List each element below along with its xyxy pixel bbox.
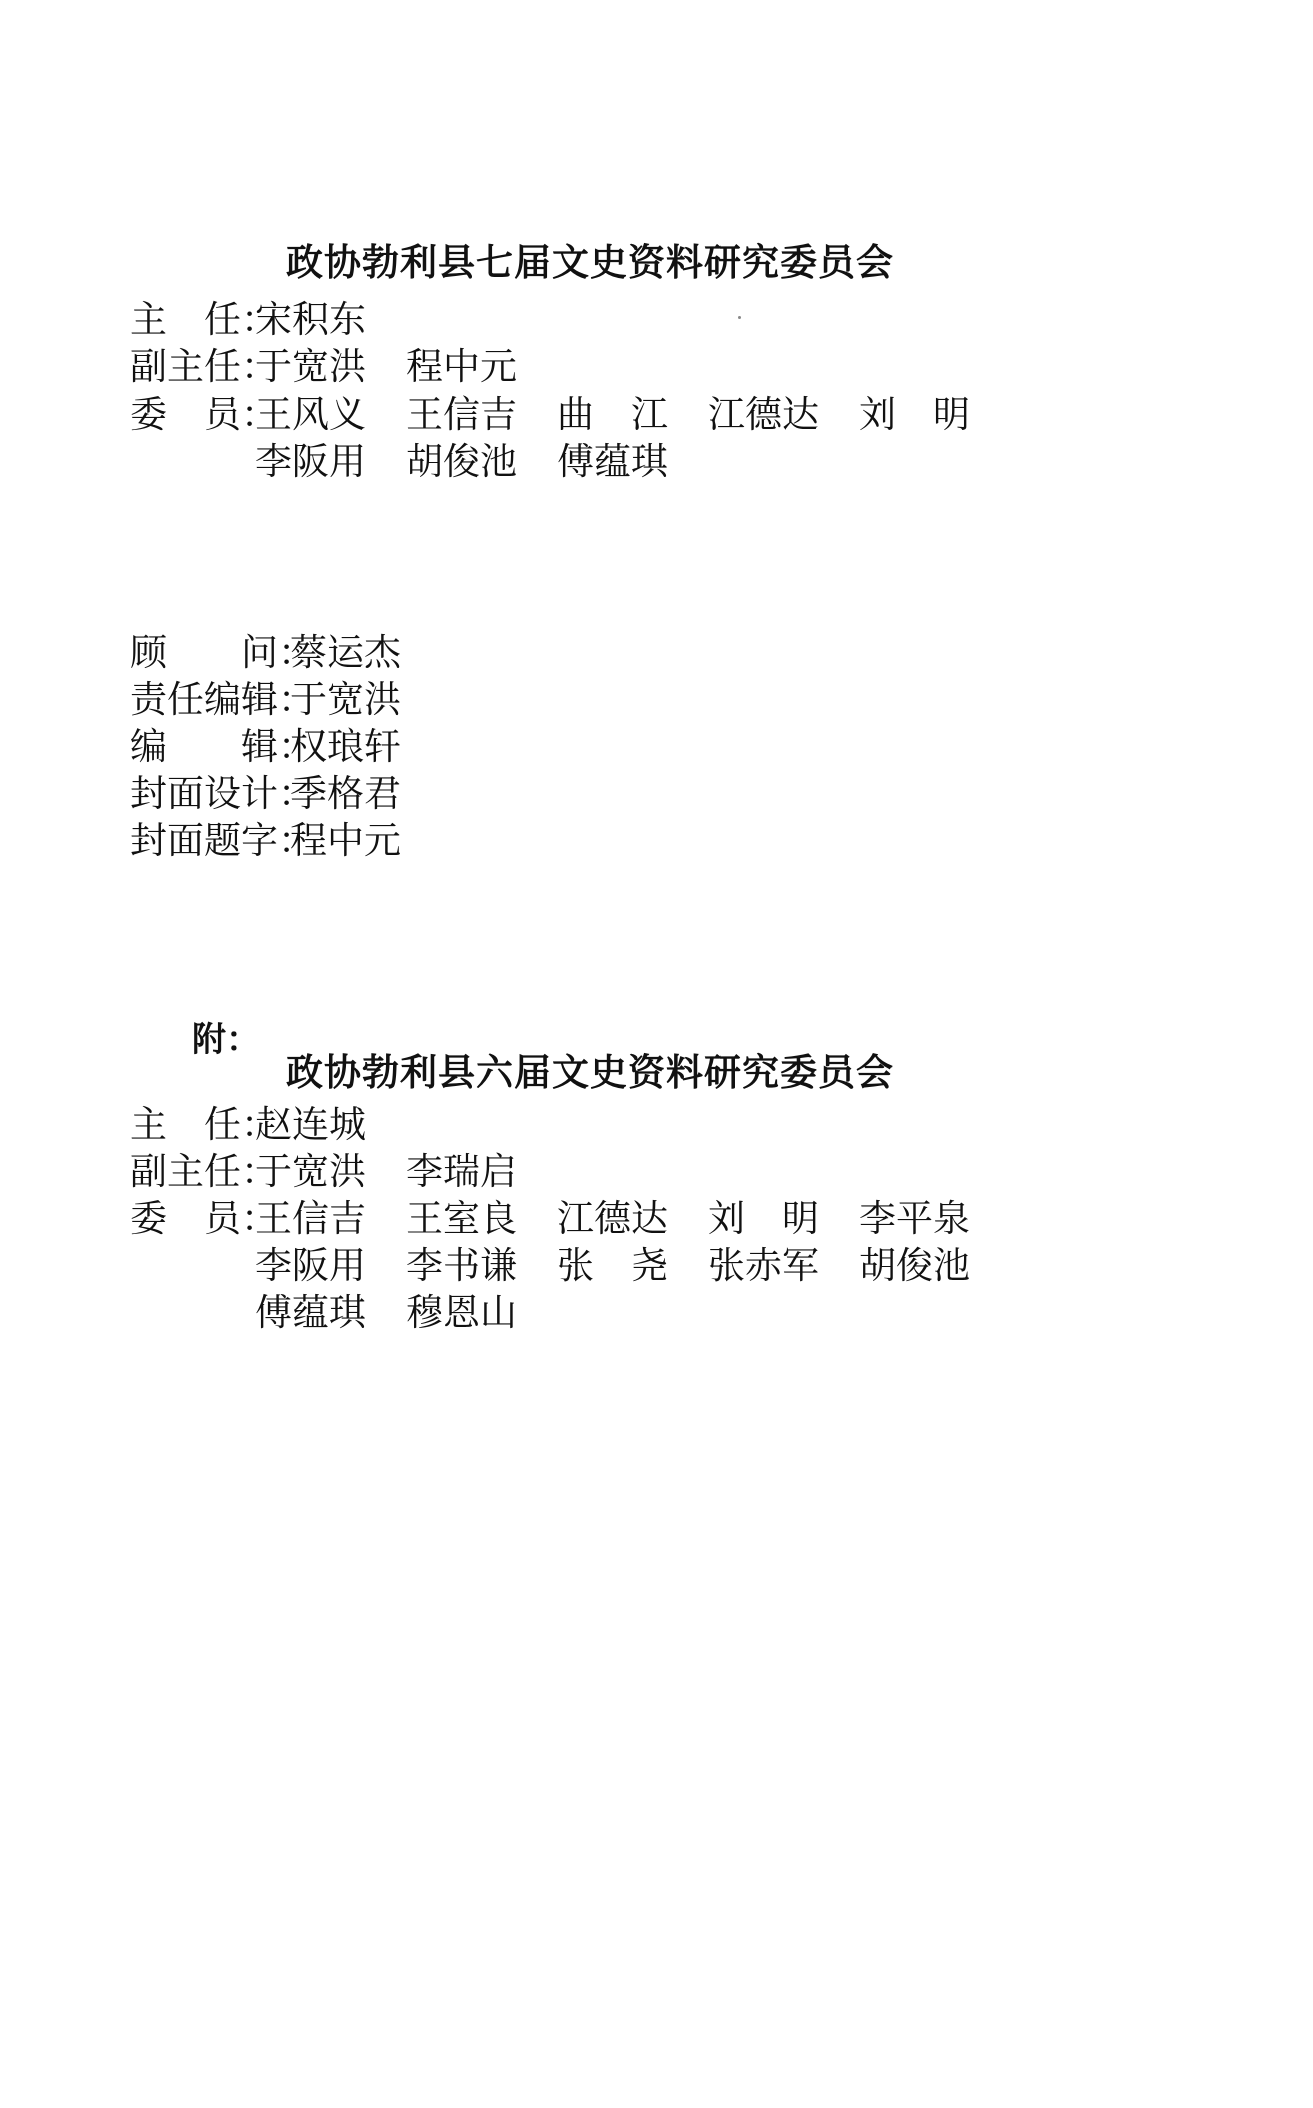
person-name: 程中元 [406,345,517,388]
person-name: 江德达 [708,393,819,436]
person-name: 刘 明 [708,1197,819,1240]
credit-label: 顾 问： [130,631,315,674]
credit-value: 蔡运杰 [290,631,401,674]
members-label: 委 员： [130,393,278,436]
credit-label: 封面设计： [130,772,315,815]
credit-value: 季格君 [290,772,401,815]
committee7-title: 政协勃利县七届文史资料研究委员会 [286,241,894,284]
credit-row [130,769,530,819]
credit-value: 于宽洪 [290,678,401,721]
person-name: 穆恩山 [406,1291,517,1334]
person-name: 胡俊池 [406,440,517,483]
members-label: 委 员： [130,1197,278,1240]
person-name: 王风义 [255,393,366,436]
credit-row [130,628,530,678]
person-name: 王信吉 [255,1197,366,1240]
person-name: 张 尧 [557,1244,668,1287]
person-name: 李书谦 [406,1244,517,1287]
vice-chair-label: 副主任： [130,1150,278,1193]
credit-value: 权琅轩 [290,725,401,768]
person-name: 傅蕴琪 [557,440,668,483]
person-name: 傅蕴琪 [255,1291,366,1334]
vice-chair-names [255,1147,557,1197]
person-name: 于宽洪 [255,1150,366,1193]
credit-label: 编 辑： [130,725,315,768]
committee6-title: 政协勃利县六届文史资料研究委员会 [286,1051,894,1094]
credit-label: 封面题字： [130,819,315,862]
person-name: 李阪用 [255,440,366,483]
member-names-row2 [255,1241,1010,1291]
credit-value: 程中元 [290,819,401,862]
member-names-row1 [255,1194,1010,1244]
chair-label: 主 任： [130,1103,278,1146]
credit-row [130,675,530,725]
person-name: 江德达 [557,1197,668,1240]
scan-speck [738,316,741,319]
chair-names [255,1100,406,1150]
person-name: 于宽洪 [255,345,366,388]
person-name: 刘 明 [859,393,970,436]
chair-names [255,295,406,345]
credit-label: 责任编辑： [130,678,315,721]
person-name: 李阪用 [255,1244,366,1287]
person-name: 李平泉 [859,1197,970,1240]
vice-chair-names [255,342,557,392]
chair-label: 主 任： [130,298,278,341]
person-name: 胡俊池 [859,1244,970,1287]
person-name: 赵连城 [255,1103,366,1146]
member-names-row3 [255,1288,557,1338]
appendix-mark: 附： [192,1020,260,1060]
person-name: 王信吉 [406,393,517,436]
member-names-row2 [255,437,708,487]
person-name: 李瑞启 [406,1150,517,1193]
person-name: 曲 江 [557,393,668,436]
person-name: 王室良 [406,1197,517,1240]
member-names-row1 [255,390,1010,440]
credit-row [130,722,530,772]
vice-chair-label: 副主任： [130,345,278,388]
credit-row [130,816,530,866]
person-name: 张赤军 [708,1244,819,1287]
person-name: 宋积东 [255,298,366,341]
